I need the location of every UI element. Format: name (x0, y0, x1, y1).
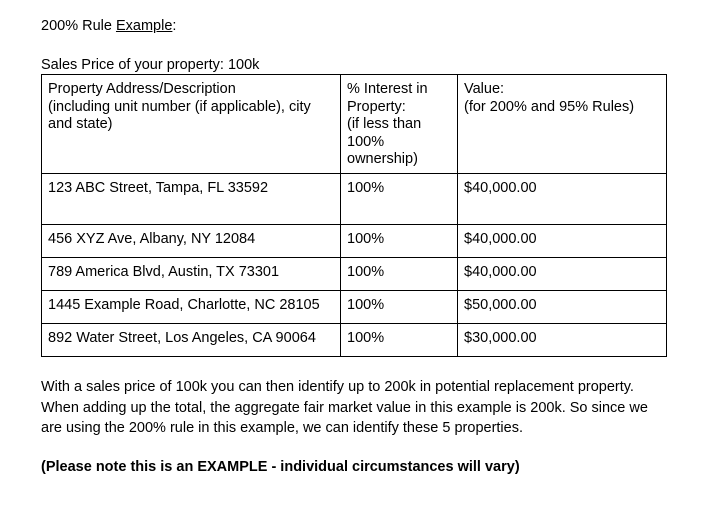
cell-value: $40,000.00 (458, 258, 667, 291)
disclaimer-note: (Please note this is an EXAMPLE - individual circumstances will vary) (41, 458, 520, 475)
cell-interest: 100% (341, 324, 458, 357)
explanation-paragraph: With a sales price of 100k you can then identify up to 200k in potential replacement property. When adding up the total, the aggregate fair market value in this example is 200k. So since we are using the 200% rule in this example, we can identify these 5 properties. (41, 379, 648, 436)
header-value: Value: (for 200% and 95% Rules) (458, 75, 667, 174)
cell-interest: 100% (341, 258, 458, 291)
properties-table (41, 74, 667, 357)
cell-address: 123 ABC Street, Tampa, FL 33592 (42, 174, 341, 225)
sales-price-line: Sales Price of your property: 100k (41, 57, 260, 73)
heading-example-link[interactable]: Example (115, 18, 173, 34)
table-row (42, 225, 667, 258)
table-row (42, 258, 667, 291)
table-row (42, 174, 667, 225)
header-interest: % Interest in Property: (if less than 100% ownership) (341, 75, 458, 174)
cell-interest: 100% (341, 174, 458, 225)
cell-interest: 100% (341, 225, 458, 258)
table-header-row (42, 75, 667, 174)
header-address: Property Address/Description (including unit number (if applicable), city and state) (42, 75, 341, 174)
cell-address: 892 Water Street, Los Angeles, CA 90064 (42, 324, 341, 357)
table-row (42, 324, 667, 357)
cell-address: 456 XYZ Ave, Albany, NY 12084 (42, 225, 341, 258)
document-heading (41, 17, 671, 35)
cell-value: $50,000.00 (458, 291, 667, 324)
cell-value: $40,000.00 (458, 174, 667, 225)
cell-value: $30,000.00 (458, 324, 667, 357)
cell-value: $40,000.00 (458, 225, 667, 258)
document-page (41, 17, 671, 476)
heading-prefix: 200% Rule (41, 18, 116, 34)
cell-address: 789 America Blvd, Austin, TX 73301 (42, 258, 341, 291)
cell-interest: 100% (341, 291, 458, 324)
table-row (42, 291, 667, 324)
heading-suffix: : (172, 18, 177, 34)
cell-address: 1445 Example Road, Charlotte, NC 28105 (42, 291, 341, 324)
